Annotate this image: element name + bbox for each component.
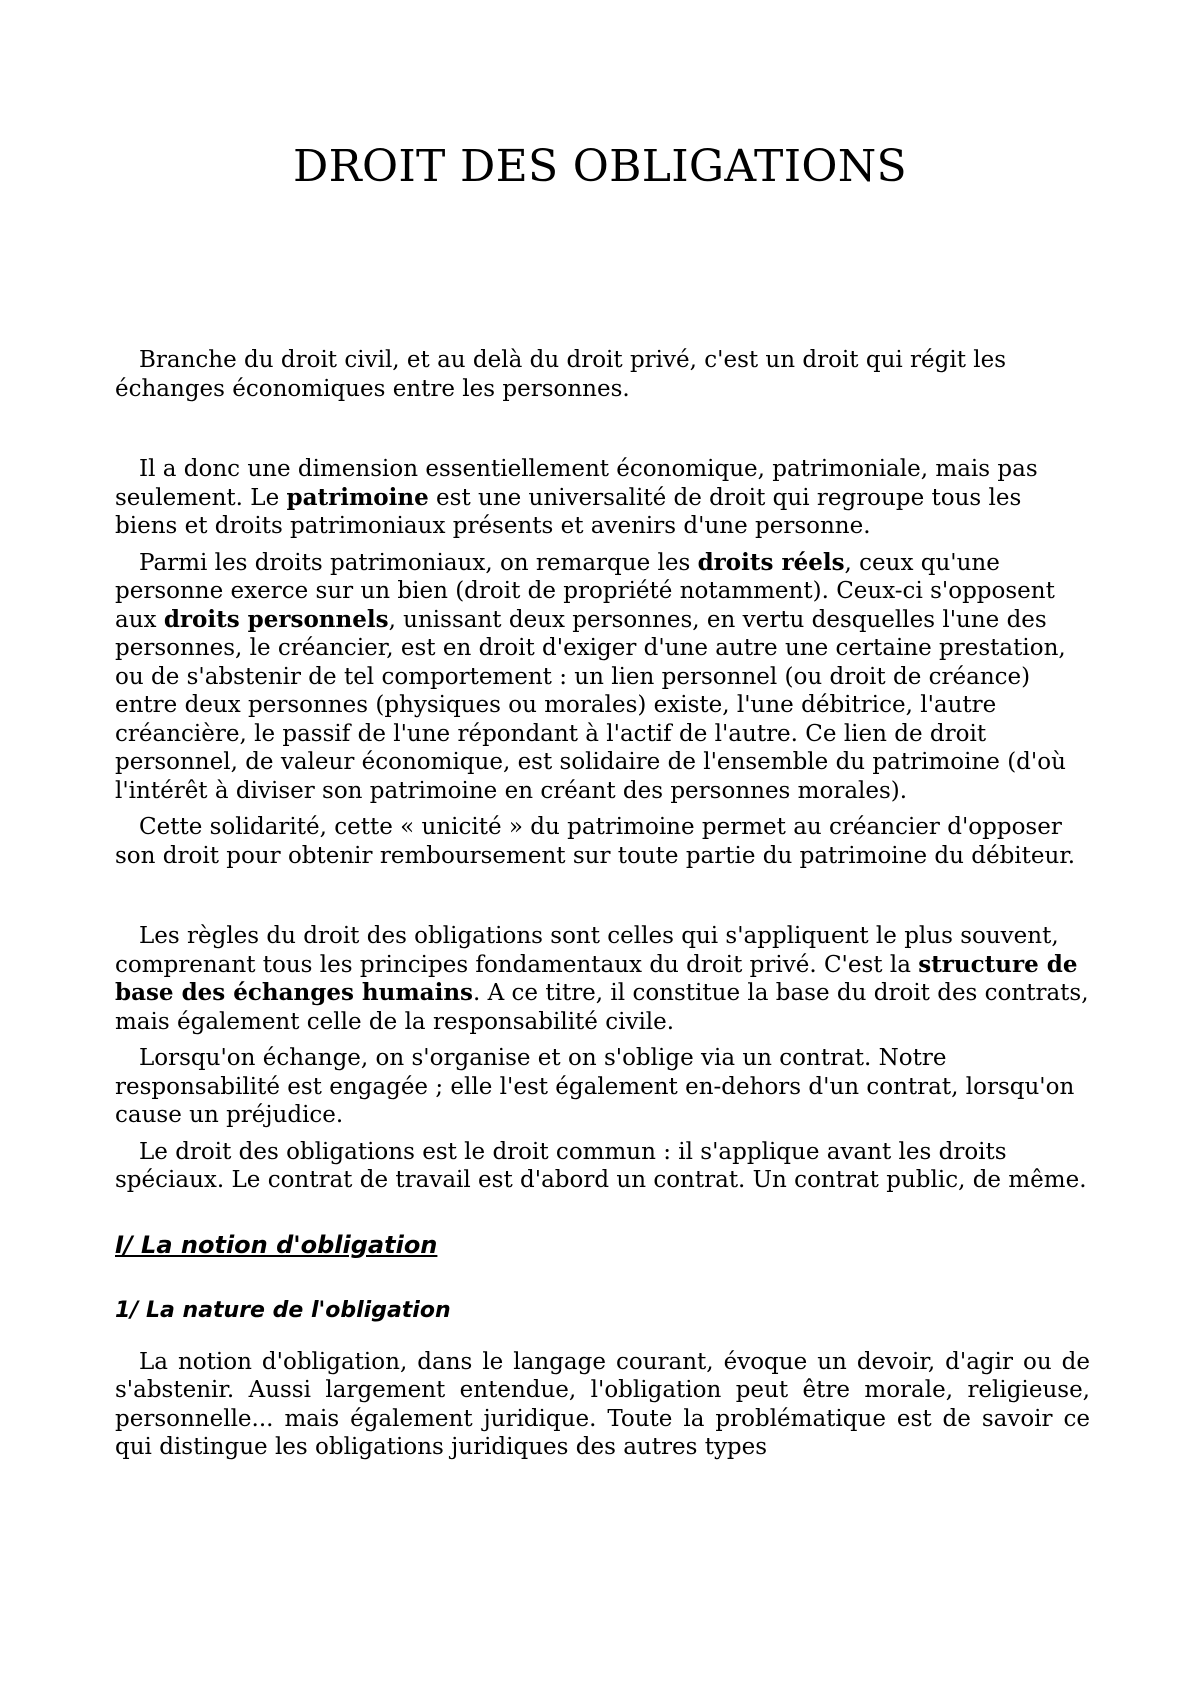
document-title: DROIT DES OBLIGATIONS [293,141,907,192]
term-droits-reels: droits réels [697,548,845,576]
paragraph-regles: Les règles du droit des obligations sont celles qui s'appliquent le plus souvent, comprenant tous les principes fondamentaux du droit privé. C'est la structure de base des échanges humains. A ce titre, il constitue la base du droit des contrats, mais également celle de la responsabilité civile. [115,923,1089,1035]
section-heading: I/ La notion d'obligation [115,1230,438,1259]
paragraph-droit-commun: Le droit des obligations est le droit commun : il s'applique avant les droits spéciaux. Le contrat de travail est d'abord un contrat. Un contrat public, de même. [115,1138,1087,1193]
document-body [115,346,1090,1462]
paragraph-solidarite: Cette solidarité, cette « unicité » du patrimoine permet au créancier d'opposer son droit pour obtenir remboursement sur toute partie du patrimoine du débiteur. [115,814,1076,869]
paragraph-intro: Branche du droit civil, et au delà du droit privé, c'est un droit qui régit les échanges économiques entre les personnes. [115,347,1007,402]
subsection-heading: 1/ La nature de l'obligation [115,1298,451,1323]
term-structure: structure de base des échanges humains [115,950,1078,1006]
term-droits-personnels: droits personnels [163,605,389,633]
paragraph-dimension: Il a donc une dimension essentiellement économique, patrimoniale, mais pas seulement. Le patrimoine est une universalité de droit qui regroupe tous les biens et droits patrimoniaux présents et avenirs d'une personne. [115,456,1038,539]
paragraph-notion: La notion d'obligation, dans le langage courant, évoque un devoir, d'agir ou de s'abstenir. Aussi largement entendue, l'obligation peut être morale, religieuse, personnelle... mais également juridique. Toute la problématique est de savoir ce qui distingue les obligations juridiques des autres types [115,1348,1090,1460]
paragraph-droits: Parmi les droits patrimoniaux, on remarque les droits réels, ceux qu'une personne exerce sur un bien (droit de propriété notamment). Ceux-ci s'opposent aux droits personnels, unissant deux personnes, en vertu desquelles l'une des personnes, le créancier, est en droit d'exiger d'une autre une certaine prestation, ou de s'abstenir de tel comportement : un lien personnel (ou droit de créance) entre deux personnes (physiques ou morales) existe, l'une débitrice, l'autre créancière, le passif de l'une répondant à l'actif de l'autre. Ce lien de droit personnel, de valeur économique, est solidaire de l'ensemble du patrimoine (d'où l'intérêt à diviser son patrimoine en créant des personnes morales). [115,548,1066,804]
term-patrimoine: patrimoine [286,483,429,511]
paragraph-echange: Lorsqu'on échange, on s'organise et on s'oblige via un contrat. Notre responsabilité est engagée ; elle l'est également en-dehors d'un contrat, lorsqu'on cause un préjudice. [115,1045,1075,1128]
